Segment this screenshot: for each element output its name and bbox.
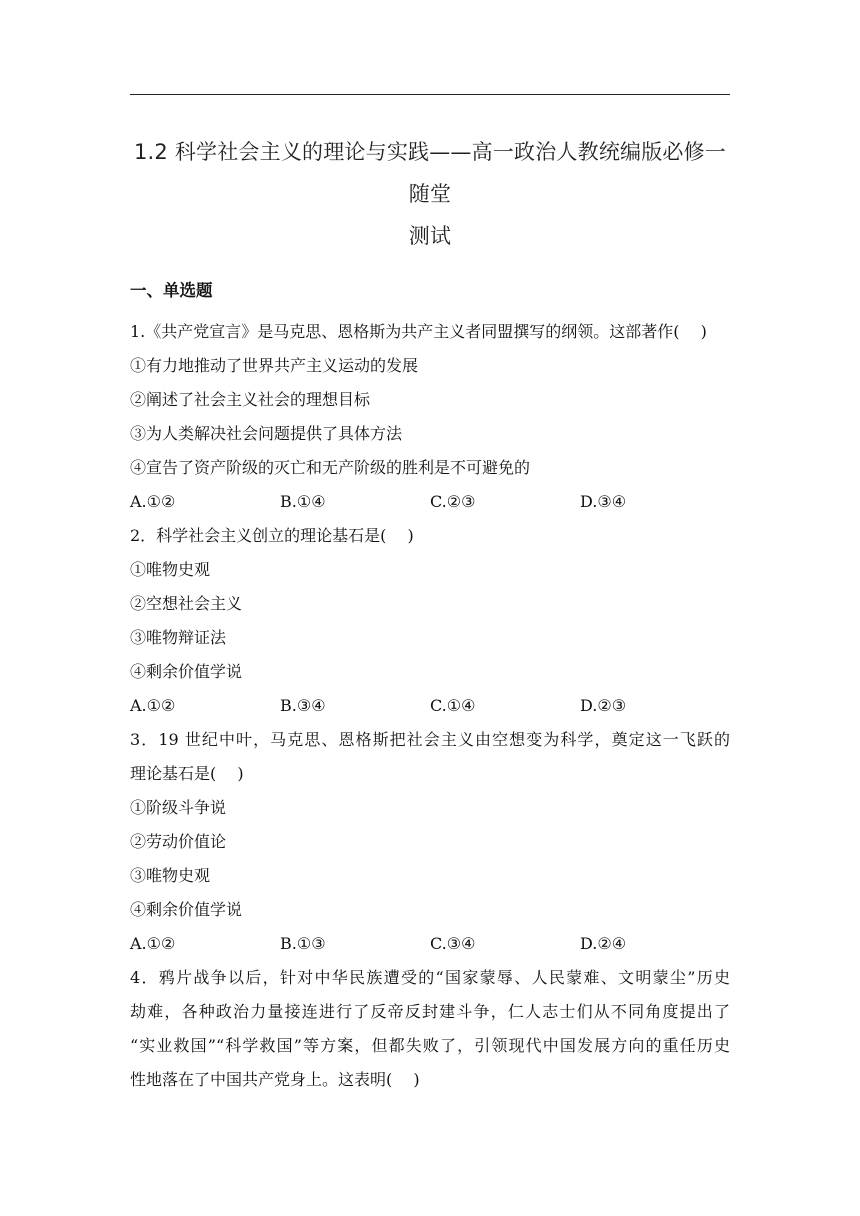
question-stem-continued: “实业救国”“科学救国”等方案，但都失败了，引领现代中国发展方向的重任历史	[130, 1036, 730, 1055]
question-stem: 3．19 世纪中叶，马克思、恩格斯把社会主义由空想变为科学，奠定这一飞跃的	[130, 730, 730, 749]
option-d[interactable]: D.②④	[580, 934, 627, 953]
statement-item: ②劳动价值论	[130, 832, 227, 851]
option-b[interactable]: B.③④	[280, 696, 326, 715]
option-c[interactable]: C.①④	[430, 696, 476, 715]
question-stem: 1.《共产党宣言》是马克思、恩格斯为共产主义者同盟撰写的纲领。这部著作( )	[130, 322, 707, 341]
option-a[interactable]: A.①②	[130, 696, 176, 715]
header-rule	[130, 94, 730, 95]
question-stem-continued: 理论基石是( )	[130, 764, 244, 783]
option-c[interactable]: C.②③	[430, 492, 476, 511]
document-page	[130, 0, 730, 1216]
document-title-line-1: 1.2 科学社会主义的理论与实践——高一政治人教统编版必修一随堂	[133, 140, 727, 206]
answer-options	[130, 485, 730, 519]
question-1	[130, 315, 730, 519]
option-a[interactable]: A.①②	[130, 934, 176, 953]
question-stem-continued: 性地落在了中国共产党身上。这表明( )	[130, 1070, 420, 1089]
answer-options	[130, 927, 730, 961]
question-list	[130, 315, 730, 1097]
statement-item: ④剩余价值学说	[130, 662, 243, 681]
question-stem-continued: 劫难，各种政治力量接连进行了反帝反封建斗争，仁人志士们从不同角度提出了	[130, 1002, 730, 1021]
statement-item: ②空想社会主义	[130, 594, 243, 613]
statement-item: ③为人类解决社会问题提供了具体方法	[130, 424, 403, 443]
question-stem: 2．科学社会主义创立的理论基石是( )	[130, 526, 414, 545]
question-stem: 4．鸦片战争以后，针对中华民族遭受的“国家蒙辱、人民蒙难、文明蒙尘”历史	[130, 968, 730, 987]
statement-item: ①唯物史观	[130, 560, 211, 579]
statement-item: ①有力地推动了世界共产主义运动的发展	[130, 356, 419, 375]
statement-item: ④宣告了资产阶级的灭亡和无产阶级的胜利是不可避免的	[130, 458, 531, 477]
option-c[interactable]: C.③④	[430, 934, 476, 953]
document-title	[130, 131, 730, 257]
statement-item: ②阐述了社会主义社会的理想目标	[130, 390, 371, 409]
statement-item: ④剩余价值学说	[130, 900, 243, 919]
section-heading: 一、单选题	[130, 281, 213, 300]
answer-options	[130, 689, 730, 723]
option-a[interactable]: A.①②	[130, 492, 176, 511]
document-title-line-2: 测试	[408, 224, 452, 248]
option-d[interactable]: D.③④	[580, 492, 627, 511]
question-4	[130, 961, 730, 1097]
question-3	[130, 723, 730, 961]
question-2	[130, 519, 730, 723]
option-b[interactable]: B.①③	[280, 934, 326, 953]
statement-item: ①阶级斗争说	[130, 798, 227, 817]
option-b[interactable]: B.①④	[280, 492, 326, 511]
statement-item: ③唯物史观	[130, 866, 211, 885]
statement-item: ③唯物辩证法	[130, 628, 227, 647]
option-d[interactable]: D.②③	[580, 696, 627, 715]
